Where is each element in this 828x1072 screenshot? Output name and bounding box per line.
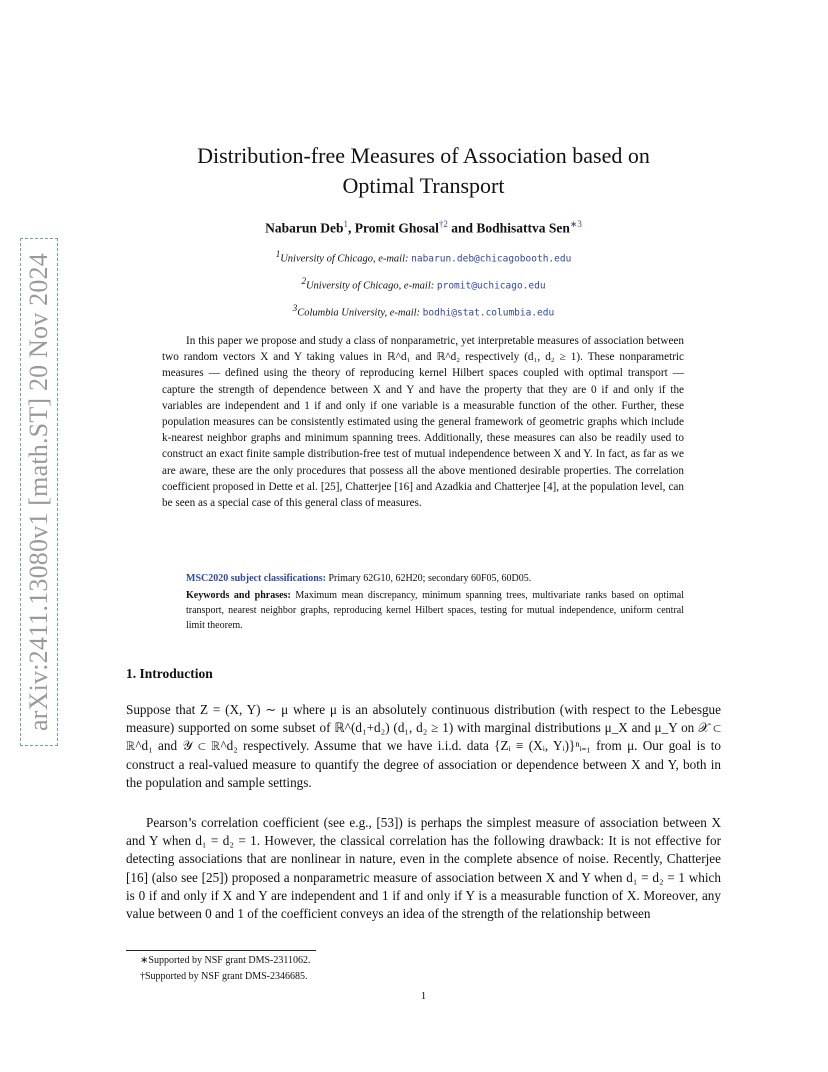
affiliation-1 bbox=[126, 249, 721, 265]
msc-text: Primary 62G10, 62H20; secondary 60F05, 60D05. bbox=[326, 573, 532, 584]
affiliation-number: 3 bbox=[292, 303, 298, 313]
footnote-1: ∗Supported by NSF grant DMS-2311062. bbox=[140, 955, 311, 966]
arxiv-watermark-text: arXiv:2411.13080v1 [math.ST] 20 Nov 2024 bbox=[24, 253, 53, 731]
body-paragraph-1: Suppose that Z = (X, Y) ∼ μ where μ is an absolutely continuous distribution (with respect to the Lebesgue measure) supported on some subset of ℝ^(d₁+d₂) (d₁, d₂ ≥ 1) with marginal distributions μ_X and μ_Y on 𝒳 ⊂ ℝ^d₁ and 𝒴 ⊂ ℝ^d₂ respectively. Assume that we have i.i.d. data {Zᵢ ≡ (Xᵢ, Yᵢ)}ⁿᵢ₌₁ from μ. Our goal is to construct a real-valued measure to quantify the degree of association or dependence between X and Y, both in the population and sample settings. bbox=[126, 702, 721, 790]
email-link[interactable]: promit@uchicago.edu bbox=[436, 280, 546, 292]
section-heading-introduction: 1. Introduction bbox=[126, 666, 213, 681]
footnote-rule bbox=[126, 950, 316, 951]
email-link[interactable]: nabarun.deb@chicagobooth.edu bbox=[411, 253, 572, 265]
affiliation-3 bbox=[126, 303, 721, 319]
author-1: Nabarun Deb bbox=[265, 220, 344, 236]
msc-classification bbox=[186, 571, 684, 586]
footnote-2: †Supported by NSF grant DMS-2346685. bbox=[140, 971, 308, 982]
affiliation-text: University of Chicago, e-mail: bbox=[305, 280, 437, 292]
page-number: 1 bbox=[420, 990, 427, 1002]
keywords-label: Keywords and phrases: bbox=[186, 590, 291, 601]
email-link[interactable]: bodhi@stat.columbia.edu bbox=[422, 307, 555, 319]
author-3: Bodhisattva Sen bbox=[476, 220, 570, 236]
affiliation-text: Columbia University, e-mail: bbox=[297, 307, 423, 319]
msc-label[interactable]: MSC2020 subject classifications: bbox=[186, 573, 326, 584]
author-list bbox=[126, 219, 721, 237]
title-line-1: Distribution-free Measures of Association based on bbox=[197, 143, 650, 168]
author-separator: , bbox=[348, 220, 355, 236]
body-paragraph-2: Pearson’s correlation coefficient (see e.g., [53]) is perhaps the simplest measure of association between X and Y when d₁ = d₂ = 1. However, the classical correlation has the following drawback: It is not effective for detecting associations that are nonlinear in nature, even in the complete absence of noise. Recently, Chatterjee [16] (also see [25]) proposed a nonparametric measure of association between X and Y when d₁ = d₂ = 1 which is 0 if and only if X and Y are independent and 1 if and only if Y is a measurable function of X. Moreover, any value between 0 and 1 of the coefficient conveys an idea of the strength of the relationship between bbox=[126, 815, 721, 922]
affiliation-2 bbox=[126, 276, 721, 292]
affiliation-number: 2 bbox=[301, 276, 306, 286]
paper-title bbox=[126, 141, 721, 201]
keywords-text: Maximum mean discrepancy, minimum spanning trees, multivariate ranks based on optimal transport, nearest neighbor graphs, reproducing kernel Hilbert spaces, testing for mutual independence, uniform central limit theorem. bbox=[186, 590, 684, 631]
author-separator: and bbox=[447, 220, 477, 236]
author-2: Promit Ghosal bbox=[354, 220, 439, 236]
author-2-mark[interactable]: †2 bbox=[438, 219, 448, 229]
author-1-mark[interactable]: 1 bbox=[343, 219, 349, 229]
arxiv-watermark bbox=[20, 238, 58, 746]
keywords bbox=[186, 588, 684, 633]
title-line-2: Optimal Transport bbox=[342, 173, 505, 198]
affiliation-text: University of Chicago, e-mail: bbox=[280, 253, 412, 265]
affiliation-number: 1 bbox=[275, 249, 281, 259]
author-3-mark[interactable]: ∗3 bbox=[569, 219, 582, 229]
abstract: In this paper we propose and study a class of nonparametric, yet interpretable measures of association between two random vectors X and Y taking values in ℝ^d₁ and ℝ^d₂ respectively (d₁, d₂ ≥ 1). These nonparametric measures — defined using the theory of reproducing kernel Hilbert spaces coupled with optimal transport — capture the strength of dependence between X and Y and have the property that they are 0 if and only if the variables are independent and 1 if and only if one variable is a measurable function of the other. Further, these population measures can be consistently estimated using the general framework of geometric graphs which include k-nearest neighbor graphs and minimum spanning trees. Additionally, these measures can also be readily used to construct an exact finite sample distribution-free test of mutual independence between X and Y. In fact, as far as we are aware, these are the only procedures that possess all the above mentioned desirable properties. The correlation coefficient proposed in Dette et al. [25], Chatterjee [16] and Azadkia and Chatterjee [4], at the population level, can be seen as a special case of this general class of measures. bbox=[162, 335, 684, 510]
